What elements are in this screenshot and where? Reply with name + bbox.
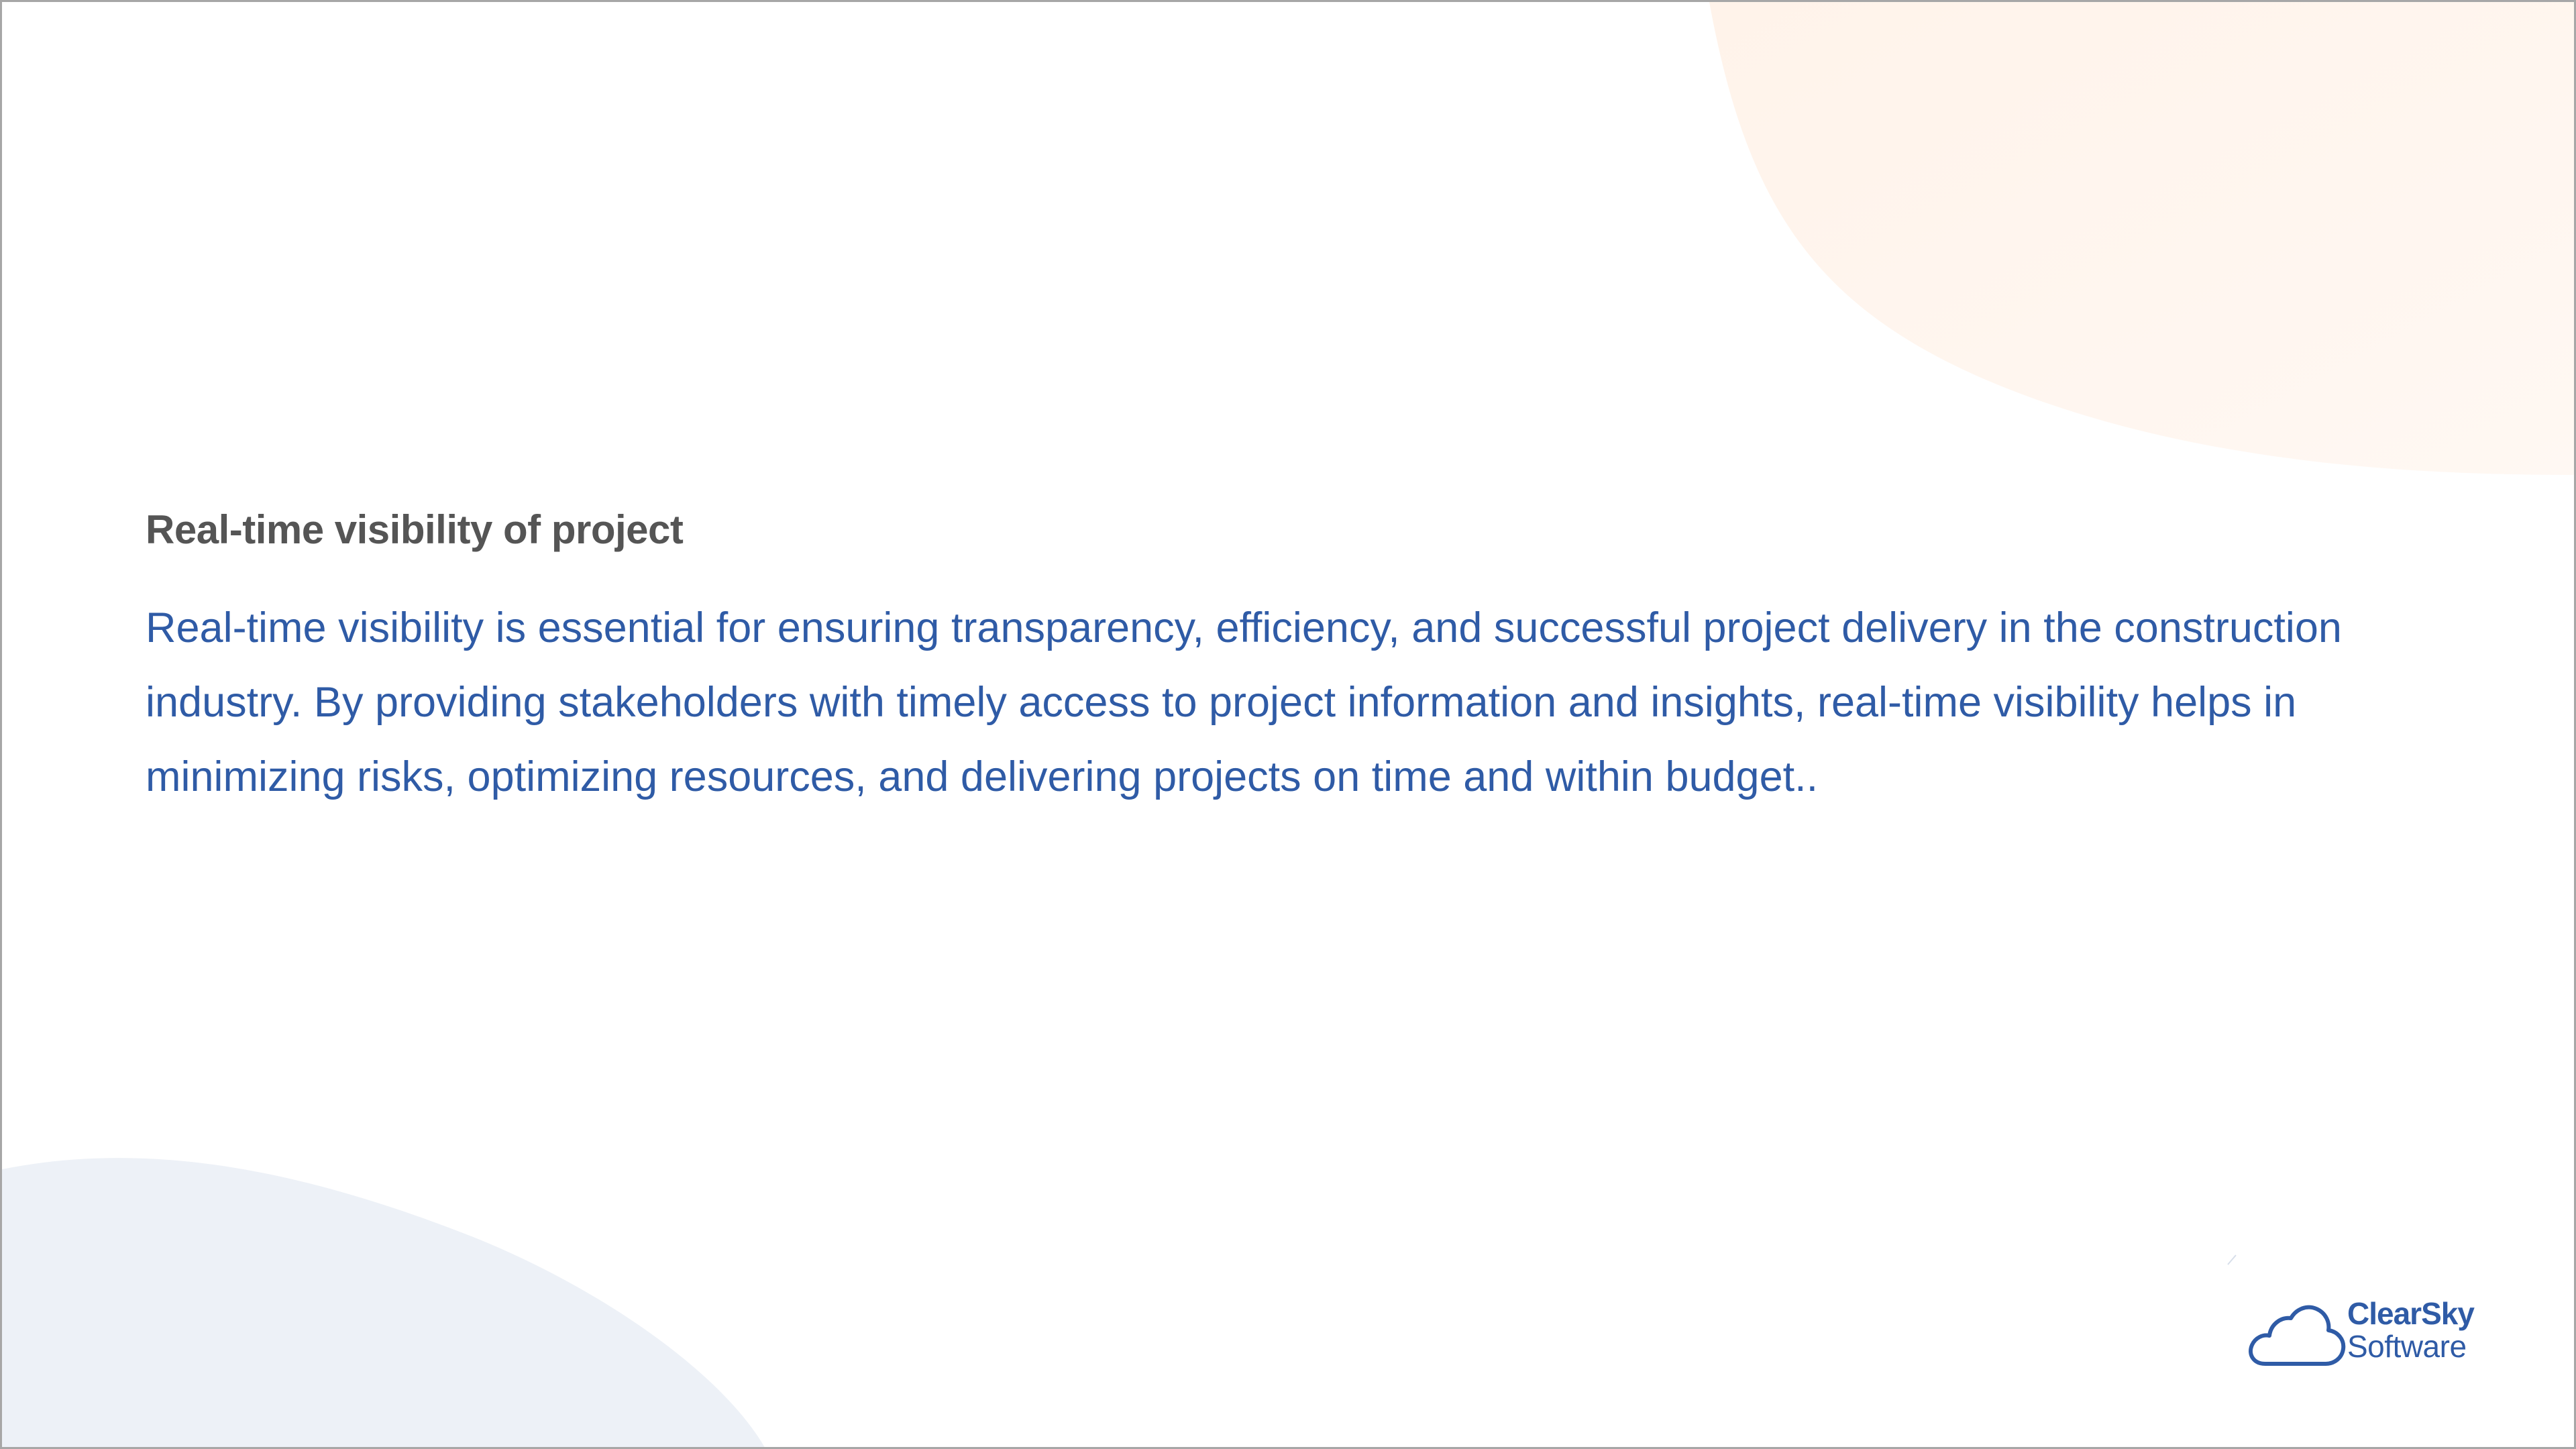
cloud-icon (2247, 1297, 2347, 1371)
logo-wordmark (2347, 1297, 2474, 1362)
logo-line-clearsky: ClearSky (2347, 1296, 2474, 1331)
slide-body-text: Real-time visibility is essential for ensuring transparency, efficiency, and successful project delivery in the construction industry. By providing stakeholders with timely access to project information and insights, real-time visibility helps in minimizing risks, optimizing resources, and delivering projects on time and within budget.. (146, 604, 2342, 800)
decorative-tick (2228, 1255, 2236, 1265)
clearsky-logo (2247, 1297, 2488, 1371)
blue-blob-shape (2, 1158, 767, 1449)
peach-blob-shape (1709, 2, 2576, 475)
slide-title: Real-time visibility of project (146, 507, 684, 552)
logo-line-software: Software (2347, 1329, 2467, 1364)
